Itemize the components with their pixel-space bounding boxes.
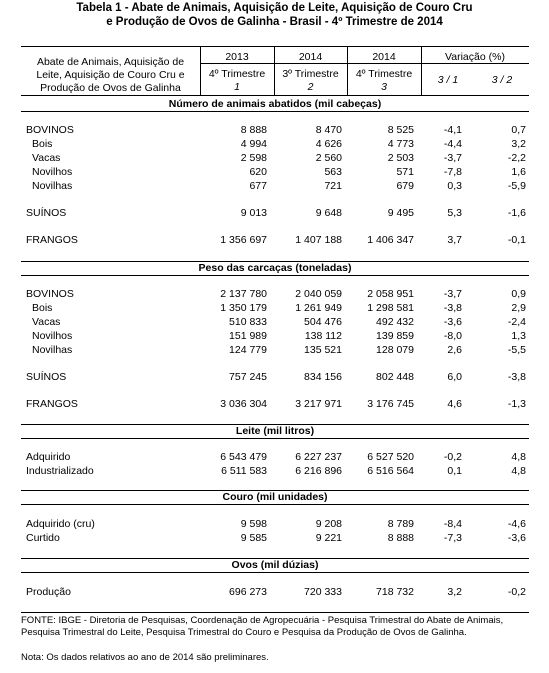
cell-var2: -5,5 — [507, 344, 526, 356]
title-line-1: Tabela 1 - Abate de Animais, Aquisição de Leite, Aquisição de Couro Cru — [76, 2, 473, 14]
row-label: Novilhos — [32, 330, 73, 342]
cell-var2: -1,6 — [507, 207, 526, 219]
cell-v2: 1 407 188 — [295, 234, 342, 246]
header-year-rule — [200, 63, 529, 64]
cell-var1: -3,8 — [443, 302, 462, 314]
header-variation-col-2: 3 / 2 — [491, 74, 513, 86]
cell-var2: -3,8 — [507, 371, 526, 383]
header-variation-col-1: 3 / 1 — [437, 74, 459, 86]
cell-v2: 2 040 059 — [295, 288, 342, 300]
cell-v1: 9 585 — [240, 532, 267, 544]
title-line-2: e Produção de Ovos de Galinha - Brasil - 4º Trimestre de 2014 — [106, 16, 443, 28]
cell-v1: 6 511 583 — [221, 465, 267, 477]
cell-v3: 4 773 — [387, 138, 414, 150]
row-label: Bois — [32, 138, 53, 150]
cell-v1: 6 543 479 — [220, 451, 267, 463]
cell-var2: 4,8 — [511, 465, 526, 477]
cell-v3: 802 448 — [376, 371, 414, 383]
cell-var1: 0,3 — [447, 180, 462, 192]
cell-v1: 2 137 780 — [220, 288, 267, 300]
section-top-rule — [21, 424, 529, 425]
cell-var1: -3,7 — [443, 152, 462, 164]
cell-var1: -3,6 — [443, 316, 462, 328]
cell-v2: 1 261 949 — [295, 302, 342, 314]
cell-v3: 9 495 — [387, 207, 414, 219]
row-label: BOVINOS — [26, 124, 74, 136]
cell-v1: 9 013 — [240, 207, 267, 219]
row-label: Produção — [26, 586, 71, 598]
row-label: Industrializado — [26, 465, 94, 477]
section-rule — [21, 111, 529, 112]
header-variation: Variação (%) — [445, 51, 505, 63]
cell-v2: 4 626 — [315, 138, 342, 150]
cell-v1: 9 598 — [240, 518, 267, 530]
header-colnum-1: 1 — [234, 81, 240, 93]
row-label: FRANGOS — [26, 398, 78, 410]
cell-v3: 571 — [396, 166, 414, 178]
stub-line: Produção de Ovos de Galinha — [40, 82, 181, 94]
row-label: SUÍNOS — [26, 371, 67, 383]
cell-var1: 3,2 — [447, 586, 462, 598]
cell-v2: 563 — [324, 166, 342, 178]
cell-var1: 4,6 — [447, 398, 462, 410]
cell-v2: 721 — [324, 180, 342, 192]
header-quarter-2: 3º Trimestre — [282, 68, 339, 80]
cell-v3: 2 503 — [387, 152, 414, 164]
cell-var2: -2,2 — [507, 152, 526, 164]
cell-var2: 0,7 — [511, 124, 526, 136]
section-top-rule — [21, 261, 529, 262]
row-label: SUÍNOS — [26, 207, 67, 219]
header-stub — [21, 56, 200, 95]
footnote-source — [21, 615, 503, 639]
cell-v2: 8 470 — [315, 124, 342, 136]
section-title: Número de animais abatidos (mil cabeças) — [168, 98, 382, 110]
cell-v1: 2 598 — [240, 152, 267, 164]
cell-var1: -8,0 — [443, 330, 462, 342]
cell-v3: 6 516 564 — [367, 465, 414, 477]
row-label: FRANGOS — [26, 234, 78, 246]
cell-var1: 6,0 — [447, 371, 462, 383]
cell-v1: 151 989 — [229, 330, 267, 342]
section-rule — [21, 438, 529, 439]
section-title: Peso das carcaças (toneladas) — [198, 262, 352, 274]
cell-var2: 1,6 — [511, 166, 526, 178]
row-label: Novilhas — [32, 344, 73, 356]
section-rule — [21, 275, 529, 276]
cell-var1: 0,1 — [447, 465, 462, 477]
cell-v2: 6 216 896 — [295, 465, 342, 477]
cell-v2: 135 521 — [304, 344, 342, 356]
cell-v3: 718 732 — [376, 586, 414, 598]
cell-v3: 8 789 — [387, 518, 414, 530]
cell-var2: -1,3 — [507, 398, 526, 410]
cell-v2: 9 221 — [315, 532, 342, 544]
cell-var1: 2,6 — [447, 344, 462, 356]
cell-v1: 8 888 — [240, 124, 267, 136]
header-quarter-3: 4º Trimestre — [355, 68, 413, 80]
cell-v1: 510 833 — [229, 316, 267, 328]
section-top-rule — [21, 490, 529, 491]
header-colnum-3: 3 — [381, 81, 387, 93]
cell-v2: 2 560 — [315, 152, 342, 164]
cell-var2: 4,8 — [511, 451, 526, 463]
row-label: BOVINOS — [26, 288, 74, 300]
cell-var2: 2,9 — [511, 302, 526, 314]
cell-v3: 128 079 — [376, 344, 414, 356]
footnote-line-2: Pesquisa Trimestral do Leite, Pesquisa Trimestral do Couro e Pesquisa da Produção de Ovos de Galinha. — [21, 627, 467, 638]
cell-v2: 6 227 237 — [295, 451, 342, 463]
cell-var2: -0,1 — [507, 234, 526, 246]
cell-v3: 8 525 — [387, 124, 414, 136]
cell-var1: -4,4 — [443, 138, 462, 150]
footnote-line-1: FONTE: IBGE - Diretoria de Pesquisas, Coordenação de Agropecuária - Pesquisa Trimestral do Abate de Animais, — [21, 615, 504, 626]
row-label: Novilhos — [32, 166, 73, 178]
cell-v2: 834 156 — [304, 371, 342, 383]
cell-v3: 679 — [396, 180, 414, 192]
cell-var2: 3,2 — [511, 138, 526, 150]
cell-var1: -0,2 — [443, 451, 462, 463]
cell-v3: 2 058 951 — [367, 288, 414, 300]
row-label: Curtido — [26, 532, 60, 544]
cell-v3: 492 432 — [376, 316, 414, 328]
section-top-rule — [21, 558, 529, 559]
cell-var2: -0,2 — [507, 586, 526, 598]
cell-v3: 3 176 745 — [367, 398, 414, 410]
cell-var2: -3,6 — [507, 532, 526, 544]
cell-v1: 757 245 — [229, 371, 267, 383]
cell-v2: 720 333 — [304, 586, 342, 598]
cell-v1: 3 036 304 — [220, 398, 267, 410]
row-label: Novilhas — [32, 180, 73, 192]
row-label: Vacas — [32, 152, 61, 164]
cell-v2: 9 208 — [315, 518, 342, 530]
section-title: Couro (mil unidades) — [222, 491, 328, 503]
cell-v1: 124 779 — [229, 344, 267, 356]
header-year-2: 2014 — [298, 51, 323, 63]
cell-v3: 139 859 — [376, 330, 414, 342]
row-label: Bois — [32, 302, 53, 314]
cell-v1: 4 994 — [240, 138, 267, 150]
row-label: Adquirido (cru) — [26, 518, 95, 530]
cell-v1: 620 — [249, 166, 267, 178]
cell-v1: 696 273 — [229, 586, 267, 598]
cell-v3: 1 406 347 — [367, 234, 414, 246]
cell-v3: 6 527 520 — [367, 451, 414, 463]
cell-v1: 677 — [249, 180, 267, 192]
cell-var1: -7,8 — [443, 166, 462, 178]
footnote-note: Nota: Os dados relativos ao ano de 2014 são preliminares. — [21, 652, 269, 663]
cell-var2: 0,9 — [511, 288, 526, 300]
cell-var1: -7,3 — [443, 532, 462, 544]
header-year-1: 2013 — [225, 51, 249, 63]
cell-var2: -4,6 — [507, 518, 526, 530]
cell-v3: 1 298 581 — [367, 302, 414, 314]
header-bottom-rule — [21, 95, 529, 96]
cell-var2: -2,4 — [507, 316, 526, 328]
row-label: Adquirido — [26, 451, 71, 463]
header-year-3: 2014 — [372, 51, 396, 63]
cell-v2: 9 648 — [315, 207, 342, 219]
cell-var1: -4,1 — [443, 124, 462, 136]
cell-var1: 3,7 — [447, 234, 462, 246]
cell-var2: 1,3 — [511, 330, 526, 342]
table-title — [0, 1, 549, 29]
section-title: Leite (mil litros) — [235, 425, 315, 437]
cell-v2: 138 112 — [304, 330, 342, 342]
header-quarter-1: 4º Trimestre — [208, 68, 266, 80]
header-colnum-2: 2 — [307, 81, 314, 93]
cell-v3: 8 888 — [387, 532, 414, 544]
cell-var1: 5,3 — [447, 207, 462, 219]
header-top-rule — [21, 46, 529, 47]
cell-var1: -3,7 — [443, 288, 462, 300]
row-label: Vacas — [32, 316, 61, 328]
section-rule — [21, 504, 529, 505]
cell-v2: 504 476 — [304, 316, 342, 328]
table-bottom-rule — [21, 612, 529, 613]
stub-line: Abate de Animais, Aquisição de — [36, 56, 185, 68]
cell-v1: 1 350 179 — [220, 302, 267, 314]
cell-v1: 1 356 697 — [220, 234, 267, 246]
cell-v2: 3 217 971 — [295, 398, 342, 410]
cell-var2: -5,9 — [507, 180, 526, 192]
section-title: Ovos (mil dúzias) — [231, 559, 319, 571]
stub-line: Leite, Aquisição de Couro Cru e — [36, 69, 185, 81]
section-rule — [21, 572, 529, 573]
cell-var1: -8,4 — [443, 518, 462, 530]
